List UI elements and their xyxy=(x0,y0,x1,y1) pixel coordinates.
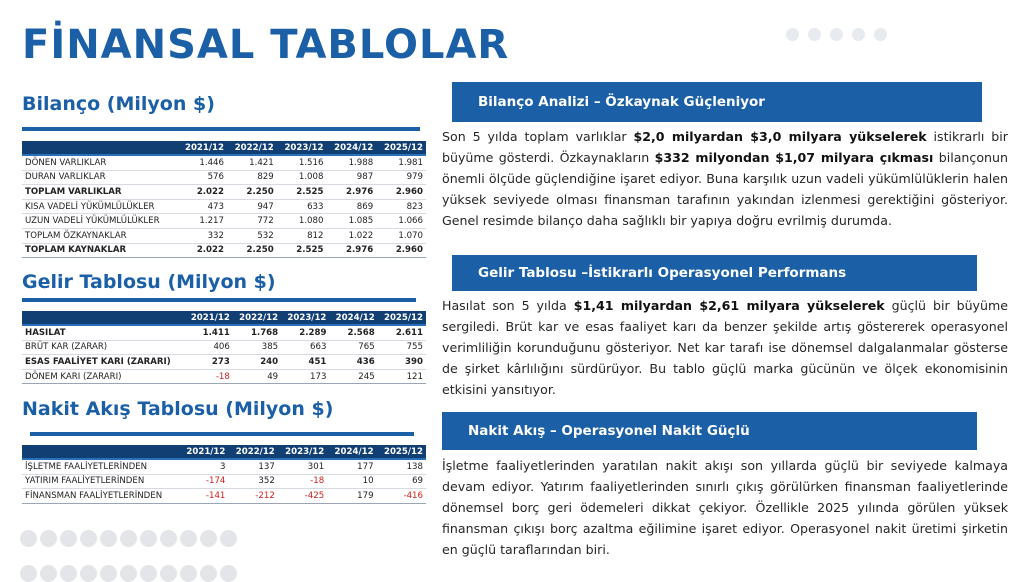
highlight-text: $332 milyondan $1,07 milyara çıkması xyxy=(654,150,934,165)
value-cell: 138 xyxy=(406,461,423,472)
value-cell: 576 xyxy=(177,170,227,185)
table-row xyxy=(22,474,426,489)
year-header: 2021/12 xyxy=(179,445,228,459)
header-label-cell xyxy=(22,445,179,459)
header-label-cell xyxy=(22,141,177,155)
value-cell: 49 xyxy=(233,369,281,384)
value-cell: 1.421 xyxy=(249,157,274,168)
value-cell: 473 xyxy=(177,199,227,214)
value-cell: 2.250 xyxy=(227,185,277,200)
value-cell: 2.960 xyxy=(376,185,426,200)
value-cell: 1.988 xyxy=(348,157,374,168)
value-cell: 1.411 xyxy=(202,327,230,338)
row-label: ESAS FAALİYET KARI (ZARARI) xyxy=(22,355,185,370)
value-cell: 179 xyxy=(327,489,376,504)
cash-flow-title: Nakit Akış Tablosu (Milyon $) xyxy=(22,398,334,420)
body-text: istikrarlı bir büyüme gösterdi. Özkaynakların xyxy=(442,129,1008,165)
value-cell: 663 xyxy=(281,340,329,355)
value-cell: 2.022 xyxy=(177,185,227,200)
income-statement-rule xyxy=(22,298,416,302)
value-cell: 1.070 xyxy=(376,228,426,243)
decorative-dots-bottom xyxy=(20,530,240,582)
value-cell: 451 xyxy=(281,355,329,370)
value-cell: 1.022 xyxy=(326,228,376,243)
year-header: 2024/12 xyxy=(326,141,376,155)
body-text: Hasılat son 5 yılda xyxy=(442,298,574,313)
value-cell: 1.516 xyxy=(298,157,324,168)
row-label: TOPLAM KAYNAKLAR xyxy=(22,243,177,258)
value-cell: 173 xyxy=(281,369,329,384)
balance-sheet-title: Bilanço (Milyon $) xyxy=(22,93,215,115)
value-cell: 1.008 xyxy=(277,170,327,185)
income-statement-table xyxy=(22,311,426,384)
value-cell: 869 xyxy=(326,199,376,214)
value-cell: 2.960 xyxy=(376,243,426,258)
value-cell: -425 xyxy=(278,489,327,504)
cash-flow-analysis-heading: Nakit Akış – Operasyonel Nakit Güçlü xyxy=(442,412,977,450)
decorative-dots-top xyxy=(786,28,887,41)
value-cell: 245 xyxy=(329,369,377,384)
header-label-cell xyxy=(22,311,185,325)
cash-flow-analysis-text xyxy=(442,455,1008,560)
value-cell: 772 xyxy=(227,214,277,229)
body-text: bilançonun önemli ölçüde güçlendiğine işaret ediyor. Buna karşılık uzun vadeli yükümlülüklerin halen yüksek seviyede olması finansman tarafının yakından izlenmesi gerektiğini gösteriyor. Genel resimde bilanço daha sağlıklı bir yapıya doğru evrilmiş durumda. xyxy=(442,150,1008,228)
value-cell: 273 xyxy=(185,355,233,370)
value-cell: 301 xyxy=(307,461,325,472)
value-cell: 352 xyxy=(228,474,277,489)
value-cell: 2.976 xyxy=(326,243,376,258)
value-cell: -141 xyxy=(179,489,228,504)
row-label: KISA VADELİ YÜKÜMLÜLÜKLER xyxy=(22,199,177,214)
value-cell: 1.085 xyxy=(326,214,376,229)
value-cell: 1.446 xyxy=(199,157,224,168)
value-cell: -416 xyxy=(377,489,426,504)
value-cell: 2.525 xyxy=(277,243,327,258)
value-cell: 69 xyxy=(377,474,426,489)
row-label: BRÜT KAR (ZARAR) xyxy=(22,340,185,355)
year-header: 2023/12 xyxy=(281,311,329,325)
year-header: 2025/12 xyxy=(377,445,426,459)
highlight-text: $2,0 milyardan $3,0 milyara yükselerek xyxy=(633,129,927,144)
table-row xyxy=(22,155,426,170)
value-cell: 1.066 xyxy=(376,214,426,229)
value-cell: 633 xyxy=(277,199,327,214)
row-label: HASILAT xyxy=(25,327,66,338)
value-cell: 385 xyxy=(233,340,281,355)
highlight-text: $1,41 milyardan $2,61 milyara yükselerek xyxy=(573,298,885,313)
body-text: Son 5 yılda toplam varlıklar xyxy=(442,129,634,144)
table-row xyxy=(22,243,426,258)
value-cell: 390 xyxy=(378,355,426,370)
value-cell: 755 xyxy=(378,340,426,355)
table-row xyxy=(22,459,426,474)
year-header: 2021/12 xyxy=(177,141,227,155)
row-label: TOPLAM ÖZKAYNAKLAR xyxy=(22,228,177,243)
income-statement-title: Gelir Tablosu (Milyon $) xyxy=(22,271,276,293)
cash-flow-table xyxy=(22,445,426,504)
row-label: TOPLAM VARLIKLAR xyxy=(22,185,177,200)
page-title: FİNANSAL TABLOLAR xyxy=(22,22,510,68)
value-cell: -174 xyxy=(179,474,228,489)
table-row xyxy=(22,170,426,185)
year-header: 2025/12 xyxy=(378,311,426,325)
table-row xyxy=(22,185,426,200)
row-label: UZUN VADELİ YÜKÜMLÜLÜKLER xyxy=(22,214,177,229)
year-header: 2023/12 xyxy=(277,141,327,155)
row-label: FİNANSMAN FAALİYETLERİNDEN xyxy=(22,489,179,504)
value-cell: 2.250 xyxy=(227,243,277,258)
cash-flow-rule xyxy=(30,432,414,436)
value-cell: 1.768 xyxy=(250,327,279,338)
row-label: DÖNEM KARI (ZARARI) xyxy=(22,369,185,384)
year-header: 2022/12 xyxy=(227,141,277,155)
year-header: 2025/12 xyxy=(376,141,426,155)
year-header: 2023/12 xyxy=(278,445,327,459)
body-text: güçlü bir büyüme sergiledi. Brüt kar ve esas faaliyet karı da benzer şekilde artış göstererek operasyonel verimliliğin korunduğunu gösteriyor. Net kar tarafı ise dönemsel dalgalanmalar gösterse de şirket kârlılığını sürdürüyor. Bu tablo güçlü marka gücünün ve ölçek ekonomisinin etkisini yansıtıyor. xyxy=(442,298,1009,397)
value-cell: 2.568 xyxy=(347,327,375,338)
value-cell: 436 xyxy=(329,355,377,370)
value-cell: 979 xyxy=(376,170,426,185)
value-cell: 137 xyxy=(258,461,275,472)
value-cell: 829 xyxy=(227,170,277,185)
value-cell: 406 xyxy=(185,340,233,355)
table-row xyxy=(22,369,426,384)
value-cell: 2.976 xyxy=(326,185,376,200)
value-cell: -18 xyxy=(185,369,233,384)
table-row xyxy=(22,325,426,340)
value-cell: 177 xyxy=(357,461,374,472)
body-text: İşletme faaliyetlerinden yaratılan nakit akışı son yıllarda güçlü bir seviyede kalmaya devam ediyor. Yatırım faaliyetlerinden sınırlı çıkış görülürken finansman faaliyetlerinde dönemsel borç geri ödemeleri dikkat çekiyor. Özellikle 2025 yılında görülen yüksek finansman çıkışı borç azaltma eğilimine işaret ediyor. Operasyonel nakit üretimi şirketin en güçlü taraflarından biri. xyxy=(442,458,1008,557)
value-cell: 1.981 xyxy=(398,157,423,168)
value-cell: 987 xyxy=(326,170,376,185)
value-cell: -18 xyxy=(278,474,327,489)
table-row xyxy=(22,489,426,504)
value-cell: 532 xyxy=(227,228,277,243)
value-cell: 812 xyxy=(277,228,327,243)
value-cell: 10 xyxy=(327,474,376,489)
value-cell: 823 xyxy=(376,199,426,214)
value-cell: 2.611 xyxy=(395,327,423,338)
value-cell: 240 xyxy=(233,355,281,370)
value-cell: -212 xyxy=(228,489,277,504)
value-cell: 2.525 xyxy=(277,185,327,200)
row-label: İŞLETME FAALİYETLERİNDEN xyxy=(25,461,148,472)
balance-analysis-text xyxy=(442,126,1008,231)
table-row xyxy=(22,228,426,243)
value-cell: 947 xyxy=(227,199,277,214)
value-cell: 1.080 xyxy=(277,214,327,229)
year-header: 2022/12 xyxy=(228,445,277,459)
year-header: 2022/12 xyxy=(233,311,281,325)
balance-analysis-heading: Bilanço Analizi – Özkaynak Güçleniyor xyxy=(452,82,982,122)
row-label: DURAN VARLIKLAR xyxy=(22,170,177,185)
value-cell: 2.022 xyxy=(177,243,227,258)
balance-sheet-rule xyxy=(22,127,420,131)
income-analysis-text xyxy=(442,295,1008,400)
value-cell: 3 xyxy=(219,461,226,472)
income-analysis-heading: Gelir Tablosu –İstikrarlı Operasyonel Performans xyxy=(452,255,977,291)
year-header: 2021/12 xyxy=(185,311,233,325)
row-label: DÖNEN VARLIKLAR xyxy=(25,157,107,168)
value-cell: 1.217 xyxy=(177,214,227,229)
value-cell: 765 xyxy=(329,340,377,355)
table-row xyxy=(22,355,426,370)
year-header: 2024/12 xyxy=(327,445,376,459)
value-cell: 2.289 xyxy=(299,327,327,338)
table-row xyxy=(22,340,426,355)
year-header: 2024/12 xyxy=(329,311,377,325)
balance-sheet-table xyxy=(22,141,426,258)
table-row xyxy=(22,214,426,229)
table-row xyxy=(22,199,426,214)
value-cell: 121 xyxy=(378,369,426,384)
row-label: YATIRIM FAALİYETLERİNDEN xyxy=(22,474,179,489)
value-cell: 332 xyxy=(177,228,227,243)
